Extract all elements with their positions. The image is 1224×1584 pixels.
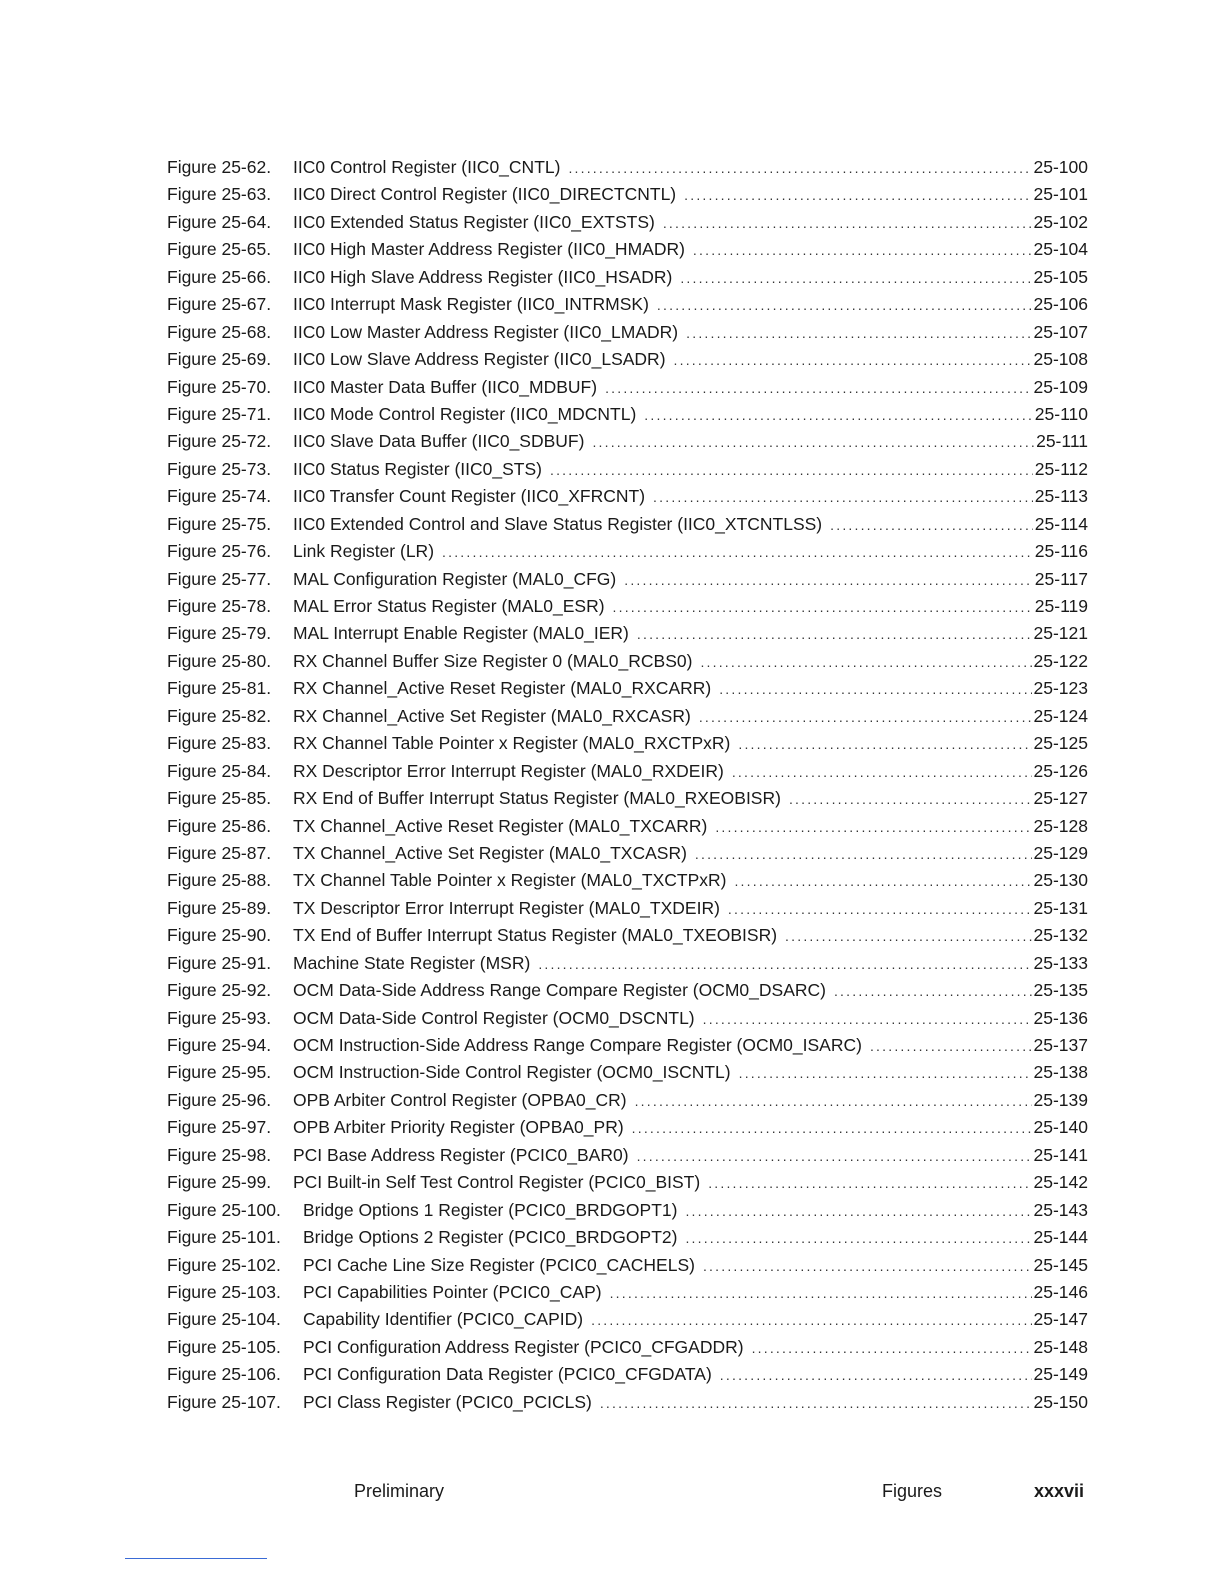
page-reference: 25-125 [1033, 733, 1088, 754]
figure-number: Figure 25-62. [167, 157, 272, 177]
figure-number: Figure 25-91. [167, 952, 272, 973]
page-reference: 25-128 [1033, 815, 1088, 836]
toc-entry[interactable] [167, 1005, 1088, 1032]
dot-leader [591, 1307, 1031, 1334]
figure-number: Figure 25-72. [167, 431, 272, 452]
figure-title: MAL Interrupt Enable Register (MAL0_IER) [293, 623, 629, 644]
figure-title: RX Channel_Active Reset Register (MAL0_RXCARR) [293, 678, 712, 699]
figure-title: PCI Configuration Data Register (PCIC0_CFGDATA) [303, 1364, 712, 1385]
figure-number: Figure 25-103. [167, 1281, 281, 1302]
figure-number: Figure 25-95. [167, 1062, 272, 1083]
figure-title: IIC0 Slave Data Buffer (IIC0_SDBUF) [293, 431, 585, 452]
figure-title: IIC0 Extended Status Register (IIC0_EXTSTS) [293, 211, 655, 232]
figure-title: PCI Built-in Self Test Control Register (PCIC0_BIST) [293, 1172, 701, 1193]
footer-section: Figures [882, 1481, 943, 1501]
figure-title: RX End of Buffer Interrupt Status Register (MAL0_RXEOBISR) [293, 788, 781, 809]
toc-entry[interactable] [167, 538, 1088, 565]
figure-number: Figure 25-101. [167, 1227, 281, 1248]
page-reference: 25-140 [1033, 1117, 1088, 1138]
toc-entry[interactable] [167, 566, 1088, 593]
toc-entry[interactable] [167, 1169, 1088, 1196]
page-reference: 25-121 [1033, 623, 1088, 644]
toc-entry[interactable] [167, 181, 1088, 208]
figure-title: RX Channel_Active Set Register (MAL0_RXCASR) [293, 705, 691, 726]
page-reference: 25-139 [1033, 1089, 1088, 1110]
dot-leader [870, 1033, 1032, 1060]
dot-leader [830, 512, 1033, 539]
dot-leader [789, 786, 1032, 813]
dot-leader [550, 457, 1033, 484]
dot-leader [613, 594, 1033, 621]
dot-leader [703, 1006, 1032, 1033]
toc-entry[interactable] [167, 840, 1088, 867]
figure-title: TX Descriptor Error Interrupt Register (MAL0_TXDEIR) [293, 897, 720, 918]
toc-entry[interactable] [167, 593, 1088, 620]
figure-number: Figure 25-67. [167, 294, 272, 315]
figure-title: OCM Data-Side Control Register (OCM0_DSCNTL) [293, 1007, 695, 1028]
page-reference: 25-114 [1034, 513, 1088, 534]
figure-title: RX Channel Buffer Size Register 0 (MAL0_RCBS0) [293, 650, 693, 671]
figure-title: Link Register (LR) [293, 541, 435, 562]
figure-title: IIC0 Extended Control and Slave Status Register (IIC0_XTCNTLSS) [293, 513, 823, 534]
page-reference: 25-110 [1034, 403, 1088, 424]
dot-leader [657, 292, 1032, 319]
figure-title: IIC0 Transfer Count Register (IIC0_XFRCNT) [293, 486, 646, 507]
page-reference: 25-145 [1033, 1254, 1088, 1275]
page-reference: 25-105 [1033, 266, 1088, 287]
figure-number: Figure 25-85. [167, 788, 272, 809]
dot-leader [738, 731, 1031, 758]
toc-entry[interactable] [167, 1114, 1088, 1141]
page-reference: 25-111 [1036, 431, 1088, 452]
figure-list [167, 154, 1088, 1416]
figure-number: Figure 25-83. [167, 733, 272, 754]
figure-title: OCM Instruction-Side Control Register (OCM0_ISCNTL) [293, 1062, 731, 1083]
figure-number: Figure 25-90. [167, 925, 272, 946]
dot-leader [632, 1115, 1032, 1142]
dot-leader [686, 320, 1031, 347]
figure-number: Figure 25-69. [167, 349, 272, 370]
page-reference: 25-119 [1034, 596, 1088, 616]
page-reference: 25-122 [1033, 650, 1088, 671]
dot-leader [653, 484, 1033, 511]
figure-title: PCI Cache Line Size Register (PCIC0_CACHELS) [303, 1254, 695, 1275]
figure-number: Figure 25-65. [167, 239, 272, 260]
page-reference: 25-116 [1034, 541, 1088, 562]
toc-entry[interactable] [167, 1252, 1088, 1279]
figure-title: Machine State Register (MSR) [293, 952, 531, 973]
toc-entry[interactable] [167, 319, 1088, 346]
dot-leader [785, 923, 1031, 950]
dot-leader [739, 1060, 1032, 1087]
figure-title: OCM Data-Side Address Range Compare Register (OCM0_DSARC) [293, 980, 826, 1001]
page-reference: 25-117 [1034, 568, 1088, 589]
figure-number: Figure 25-92. [167, 980, 272, 1001]
toc-entry[interactable] [167, 867, 1088, 894]
toc-entry[interactable] [167, 401, 1088, 428]
figure-number: Figure 25-73. [167, 458, 272, 479]
toc-entry[interactable] [167, 1306, 1088, 1333]
figure-number: Figure 25-89. [167, 897, 272, 918]
figure-number: Figure 25-88. [167, 870, 272, 891]
toc-entry[interactable] [167, 620, 1088, 647]
toc-entry[interactable] [167, 1334, 1088, 1361]
figure-title: OPB Arbiter Priority Register (OPBA0_PR) [293, 1117, 624, 1138]
dot-leader [674, 347, 1032, 374]
dot-leader [637, 621, 1032, 648]
dot-leader [719, 676, 1031, 703]
page-reference: 25-113 [1034, 486, 1088, 507]
figure-number: Figure 25-80. [167, 650, 272, 671]
dot-leader [708, 1170, 1031, 1197]
figure-number: Figure 25-105. [167, 1336, 281, 1357]
page-reference: 25-138 [1033, 1062, 1088, 1083]
toc-entry[interactable] [167, 456, 1088, 483]
page-reference: 25-124 [1033, 705, 1088, 726]
figure-number: Figure 25-96. [167, 1089, 272, 1110]
footer-rule [125, 1558, 267, 1559]
dot-leader [685, 1198, 1031, 1225]
page-reference: 25-132 [1033, 925, 1088, 946]
dot-leader [568, 155, 1031, 182]
toc-entry[interactable] [167, 346, 1088, 373]
page-reference: 25-147 [1033, 1309, 1088, 1330]
page-reference: 25-150 [1033, 1391, 1088, 1412]
dot-leader [699, 704, 1032, 731]
figure-title: OCM Instruction-Side Address Range Compare Register (OCM0_ISARC) [293, 1035, 862, 1055]
figure-number: Figure 25-81. [167, 678, 272, 699]
figure-number: Figure 25-74. [167, 486, 272, 507]
figure-number: Figure 25-68. [167, 321, 272, 342]
toc-entry[interactable] [167, 922, 1088, 949]
page-reference: 25-133 [1033, 952, 1088, 973]
figure-number: Figure 25-86. [167, 815, 272, 836]
page-reference: 25-149 [1033, 1364, 1088, 1385]
figure-number: Figure 25-66. [167, 266, 272, 287]
figure-number: Figure 25-77. [167, 568, 272, 589]
figure-title: IIC0 Control Register (IIC0_CNTL) [293, 157, 561, 177]
figure-number: Figure 25-75. [167, 513, 272, 534]
page-reference: 25-106 [1033, 294, 1088, 315]
figure-number: Figure 25-94. [167, 1035, 272, 1055]
dot-leader [700, 649, 1031, 676]
page-reference: 25-135 [1033, 980, 1088, 1001]
dot-leader [732, 759, 1032, 786]
page-reference: 25-136 [1033, 1007, 1088, 1028]
figure-number: Figure 25-93. [167, 1007, 272, 1028]
dot-leader [720, 1362, 1032, 1389]
figure-number: Figure 25-97. [167, 1117, 272, 1138]
toc-entry[interactable] [167, 236, 1088, 263]
page-number: xxxvii [1034, 1481, 1085, 1501]
page-reference: 25-127 [1033, 788, 1088, 809]
toc-entry[interactable] [167, 374, 1088, 401]
toc-entry[interactable] [167, 785, 1088, 812]
toc-entry[interactable] [167, 428, 1088, 455]
toc-entry[interactable] [167, 703, 1088, 730]
page-reference: 25-143 [1033, 1199, 1088, 1220]
figure-title: IIC0 Master Data Buffer (IIC0_MDBUF) [293, 376, 598, 397]
figure-number: Figure 25-87. [167, 842, 272, 863]
figure-title: RX Channel Table Pointer x Register (MAL0_RXCTPxR) [293, 733, 731, 754]
figure-number: Figure 25-71. [167, 403, 272, 424]
toc-entry[interactable] [167, 1059, 1088, 1086]
toc-entry[interactable] [167, 1197, 1088, 1224]
page-reference: 25-112 [1034, 458, 1088, 479]
figure-title: MAL Error Status Register (MAL0_ESR) [293, 596, 605, 616]
page-reference: 25-130 [1033, 870, 1088, 891]
figure-title: OPB Arbiter Control Register (OPBA0_CR) [293, 1089, 627, 1110]
dot-leader [610, 1280, 1032, 1307]
toc-entry[interactable] [167, 483, 1088, 510]
page-reference: 25-129 [1033, 842, 1088, 863]
page-reference: 25-123 [1033, 678, 1088, 699]
dot-leader [693, 237, 1032, 264]
dot-leader [680, 265, 1031, 292]
figure-number: Figure 25-79. [167, 623, 272, 644]
dot-leader [442, 539, 1033, 566]
figure-number: Figure 25-63. [167, 184, 272, 205]
figure-number: Figure 25-98. [167, 1144, 272, 1165]
page-reference: 25-100 [1033, 157, 1088, 177]
toc-entry[interactable] [167, 730, 1088, 757]
dot-leader [644, 402, 1033, 429]
page-reference: 25-101 [1033, 184, 1088, 205]
toc-entry[interactable] [167, 895, 1088, 922]
toc-entry[interactable] [167, 648, 1088, 675]
dot-leader [538, 951, 1031, 978]
dot-leader [635, 1088, 1032, 1115]
figure-title: Capability Identifier (PCIC0_CAPID) [303, 1309, 584, 1330]
figure-title: IIC0 High Slave Address Register (IIC0_HSADR) [293, 266, 673, 287]
toc-entry[interactable] [167, 511, 1088, 538]
page-reference: 25-142 [1033, 1172, 1088, 1193]
toc-entry[interactable] [167, 1224, 1088, 1251]
figure-number: Figure 25-100. [167, 1199, 281, 1220]
figure-title: Bridge Options 2 Register (PCIC0_BRDGOPT2) [303, 1227, 678, 1248]
toc-entry[interactable] [167, 758, 1088, 785]
dot-leader [637, 1143, 1032, 1170]
figure-title: TX Channel Table Pointer x Register (MAL0_TXCTPxR) [293, 870, 727, 891]
toc-entry[interactable] [167, 675, 1088, 702]
toc-entry[interactable] [167, 154, 1088, 181]
page-reference: 25-107 [1033, 321, 1088, 342]
page-reference: 25-148 [1033, 1336, 1088, 1357]
dot-leader [684, 182, 1031, 209]
dot-leader [663, 210, 1032, 237]
page-reference: 25-137 [1033, 1035, 1088, 1055]
figure-number: Figure 25-107. [167, 1391, 281, 1412]
figure-title: Bridge Options 1 Register (PCIC0_BRDGOPT1) [303, 1199, 678, 1220]
page-reference: 25-141 [1033, 1144, 1088, 1165]
toc-entry[interactable] [167, 950, 1088, 977]
page-reference: 25-146 [1033, 1281, 1088, 1302]
dot-leader [728, 896, 1032, 923]
dot-leader [734, 868, 1031, 895]
figure-title: IIC0 Status Register (IIC0_STS) [293, 458, 542, 479]
figure-title: IIC0 High Master Address Register (IIC0_HMADR) [293, 239, 685, 260]
dot-leader [624, 567, 1033, 594]
page-reference: 25-126 [1033, 760, 1088, 781]
dot-leader [752, 1335, 1032, 1362]
figure-title: IIC0 Interrupt Mask Register (IIC0_INTRMSK) [293, 294, 649, 315]
figure-title: PCI Base Address Register (PCIC0_BAR0) [293, 1144, 629, 1165]
figure-number: Figure 25-84. [167, 760, 272, 781]
dot-leader [600, 1390, 1032, 1417]
figure-title: IIC0 Low Slave Address Register (IIC0_LSADR) [293, 349, 666, 370]
dot-leader [592, 429, 1034, 456]
toc-entry[interactable] [167, 1087, 1088, 1114]
page-reference: 25-144 [1033, 1227, 1088, 1248]
figure-number: Figure 25-64. [167, 211, 272, 232]
dot-leader [703, 1253, 1032, 1280]
figure-title: PCI Configuration Address Register (PCIC0_CFGADDR) [303, 1336, 744, 1357]
toc-entry[interactable] [167, 209, 1088, 236]
figure-number: Figure 25-102. [167, 1254, 281, 1275]
figure-number: Figure 25-104. [167, 1309, 281, 1330]
dot-leader [685, 1225, 1031, 1252]
dot-leader [834, 978, 1032, 1005]
toc-entry[interactable] [167, 1361, 1088, 1388]
figure-number: Figure 25-76. [167, 541, 272, 562]
page-reference: 25-102 [1033, 211, 1088, 232]
figure-title: IIC0 Low Master Address Register (IIC0_LMADR) [293, 321, 679, 342]
page-reference: 25-131 [1033, 897, 1088, 918]
figure-number: Figure 25-82. [167, 705, 272, 726]
toc-entry[interactable] [167, 1389, 1088, 1416]
toc-entry[interactable] [167, 1279, 1088, 1306]
dot-leader [715, 814, 1031, 841]
page-reference: 25-109 [1033, 376, 1088, 397]
page-reference: 25-104 [1033, 239, 1088, 260]
figure-number: Figure 25-99. [167, 1172, 272, 1193]
toc-entry[interactable] [167, 1142, 1088, 1169]
figure-number: Figure 25-106. [167, 1364, 281, 1385]
toc-entry[interactable] [167, 1032, 1088, 1059]
figure-title: TX End of Buffer Interrupt Status Register (MAL0_TXEOBISR) [293, 925, 778, 946]
footer-status: Preliminary [354, 1481, 445, 1501]
figure-title: IIC0 Mode Control Register (IIC0_MDCNTL) [293, 403, 637, 424]
figure-title: TX Channel_Active Reset Register (MAL0_TXCARR) [293, 815, 708, 836]
dot-leader [695, 841, 1032, 868]
toc-entry[interactable] [167, 813, 1088, 840]
figure-title: IIC0 Direct Control Register (IIC0_DIRECTCNTL) [293, 184, 677, 205]
toc-entry[interactable] [167, 291, 1088, 318]
figure-title: TX Channel_Active Set Register (MAL0_TXCASR) [293, 842, 687, 863]
figure-title: PCI Class Register (PCIC0_PCICLS) [303, 1391, 592, 1412]
toc-entry[interactable] [167, 977, 1088, 1004]
figure-title: PCI Capabilities Pointer (PCIC0_CAP) [303, 1281, 602, 1302]
figure-title: MAL Configuration Register (MAL0_CFG) [293, 568, 617, 589]
figure-title: RX Descriptor Error Interrupt Register (MAL0_RXDEIR) [293, 760, 724, 781]
dot-leader [605, 375, 1031, 402]
page-reference: 25-108 [1033, 349, 1088, 370]
toc-entry[interactable] [167, 264, 1088, 291]
figure-number: Figure 25-70. [167, 376, 272, 397]
figure-number: Figure 25-78. [167, 596, 272, 616]
